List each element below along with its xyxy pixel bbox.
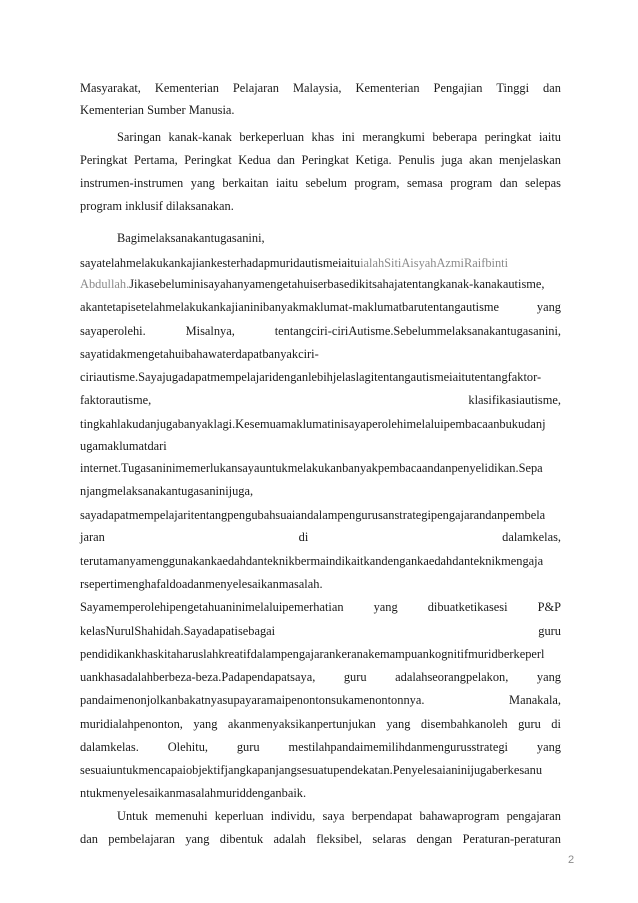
word: selaras (372, 832, 407, 846)
word: sebelum (305, 176, 347, 190)
text-line (80, 152, 561, 168)
word: kelasNurulShahidah.Sayadapatisebagai (80, 624, 276, 638)
text-line (80, 529, 561, 545)
text-line (80, 80, 561, 96)
text-line (80, 623, 561, 639)
word: dalamkelas, (502, 530, 561, 544)
word: Kementerian (355, 81, 420, 95)
text-line (80, 460, 561, 476)
word: Malaysia, (293, 81, 342, 95)
word: berpendapat (351, 809, 413, 823)
line-text: Jikasebeluminisayahanyamengetahuiserbasedikitsahajatentangkanak-kanakautisme, (129, 277, 545, 291)
word: Saringan (117, 130, 162, 144)
word: pembelajaran (108, 832, 175, 846)
word: yang (536, 740, 561, 754)
word: di (551, 717, 561, 731)
word: iaitu (538, 130, 561, 144)
word: Pertama, (134, 153, 178, 167)
word: uankhasadalahberbeza-beza.Padapendapatsaya, (80, 670, 316, 684)
word: Pengajian (433, 81, 483, 95)
word: Peringkat (301, 153, 350, 167)
word: menjelaskan (498, 153, 561, 167)
line-text: internet.Tugasaninimemerlukansayauntukmelakukanbanyakpembacaandanpenyelidikan.Sepa (80, 461, 543, 475)
word: Tinggi (496, 81, 530, 95)
text-line (80, 369, 561, 385)
word: Kementerian (154, 81, 219, 95)
word: Sayamemperolehipengetahuaninimelaluipemerhatian (80, 600, 344, 614)
word: yang (373, 600, 398, 614)
word: saya (322, 809, 345, 823)
word: adalahseorangpelakon, (395, 670, 509, 684)
word: yang (185, 832, 210, 846)
text-line (80, 483, 561, 499)
word: Ketiga. (355, 153, 392, 167)
word: dan (80, 832, 98, 846)
word: Peraturan-peraturan (462, 832, 561, 846)
word: tentangciri-ciriAutisme.Sebelummelaksanakantugasanini, (274, 324, 561, 338)
text-line (80, 669, 561, 685)
line-text: program inklusif dilaksanakan. (80, 199, 234, 213)
word: instrumen-instrumen (80, 176, 184, 190)
word: khas (311, 130, 335, 144)
word: yang (536, 300, 561, 314)
line-text: Abdullah. (80, 277, 130, 291)
word: dan (499, 176, 518, 190)
text-line (80, 507, 561, 523)
line-text: Kementerian Sumber Manusia. (80, 103, 235, 117)
word: iaitu (276, 176, 299, 190)
line-text: pendidikankhaskitaharuslahkreatifdalampengajarankeranakemampuankognitifmuridberkeperl (80, 647, 545, 661)
line-text: ialahSitiAisyahAzmiRaifbinti (360, 256, 509, 270)
line-text: ciriautisme.Sayajugadapatmempelajaridenganlebihjelaslagitentangautismeiaitutentangfaktor- (80, 370, 542, 384)
word: beberapa (432, 130, 478, 144)
text-line (80, 599, 561, 615)
text-line (80, 346, 561, 362)
word: disembahkanoleh (420, 717, 508, 731)
word: jaran (80, 530, 105, 544)
line-text: njangmelaksanakantugasaninijuga, (80, 484, 254, 498)
line-text: tingkahlakudanjugabanyaklagi.Kesemuamaklumatinisayaperolehimelaluipembacaanbukudanj (80, 417, 546, 431)
word: akanmenyaksikanpertunjukan (227, 717, 376, 731)
text-line (80, 276, 561, 292)
word: juga (441, 153, 463, 167)
line-text: ntukmenyelesaikanmasalahmuriddenganbaik. (80, 786, 307, 800)
word: semasa (406, 176, 443, 190)
word: Untuk (117, 809, 148, 823)
line-text: terutamanyamenggunakankaedahdanteknikbermaindikaitkandengankaedahdanteknikmengaja (80, 554, 544, 568)
word: adalah (273, 832, 306, 846)
word: Misalnya, (185, 324, 235, 338)
text-line (80, 323, 561, 339)
word: yang (386, 717, 411, 731)
word: program, (354, 176, 400, 190)
word: Olehitu, (167, 740, 208, 754)
word: klasifikasiautisme, (468, 393, 561, 407)
word: sayaperolehi. (80, 324, 146, 338)
word: dibuatketikasesi (427, 600, 508, 614)
text-line (80, 808, 561, 824)
word: Penulis (398, 153, 435, 167)
text-line (80, 255, 561, 271)
word: ini (341, 130, 355, 144)
word: dengan (416, 832, 453, 846)
word: faktorautisme, (80, 393, 152, 407)
word: yang (193, 717, 218, 731)
text-line (80, 831, 561, 847)
line-text: ugamaklumatdari (80, 439, 167, 453)
word: dan (543, 81, 561, 95)
word: guru (343, 670, 367, 684)
text-line (80, 553, 561, 569)
word: bahawaprogram (419, 809, 500, 823)
text-line (80, 129, 561, 145)
word: individu, (270, 809, 316, 823)
word: selepas (525, 176, 561, 190)
line-text: sayatidakmengetahuibahawaterdapatbanyakciri- (80, 347, 319, 361)
text-line (80, 739, 561, 755)
text-line (80, 198, 561, 214)
word: P&P (537, 600, 561, 614)
line-text: rsepertimenghafaldoadanmenyelesaikanmasalah. (80, 577, 323, 591)
word: muridialahpenonton, (80, 717, 183, 731)
word: Kedua (238, 153, 271, 167)
line-text: sesuaiuntukmencapaiobjektifjangkapanjangsesuatupendekatan.Penyelesaianinijugaberkesanu (80, 763, 543, 777)
word: guru (236, 740, 260, 754)
text-line (80, 416, 561, 432)
word: pandaimenonjolkanbakatnyasupayaramaipenontonsukamenontonnya. (80, 693, 425, 707)
word: dan (277, 153, 295, 167)
word: akan (469, 153, 493, 167)
word: keperluan (214, 809, 264, 823)
word: guru (538, 624, 561, 638)
text-line (80, 299, 561, 315)
word: pengajaran (506, 809, 561, 823)
text-line (80, 716, 561, 732)
word: dalamkelas. (80, 740, 139, 754)
word: program (450, 176, 493, 190)
word: di (298, 530, 309, 544)
line-text: sayatelahmelakukankajiankesterhadapmuridautismeiaitu (80, 256, 361, 270)
text-line (80, 692, 561, 708)
text-line (80, 576, 561, 592)
word: merangkumi (362, 130, 425, 144)
word: memenuhi (155, 809, 208, 823)
word: peringkat (484, 130, 532, 144)
word: mestilahpandaimemilihdanmengurusstrategi (288, 740, 508, 754)
word: Peringkat (80, 153, 128, 167)
text-line (80, 646, 561, 662)
word: berkaitan (222, 176, 269, 190)
word: Manakala, (509, 693, 561, 707)
word: Pelajaran (232, 81, 280, 95)
word: Peringkat (184, 153, 232, 167)
text-line (80, 785, 561, 801)
word: fleksibel, (316, 832, 362, 846)
line-text: sayadapatmempelajaritentangpengubahsuaiandalampengurusanstrategipengajarandanpembela (80, 508, 546, 522)
word: Masyarakat, (80, 81, 141, 95)
word: yang (536, 670, 561, 684)
word: guru (518, 717, 541, 731)
word: kanak-kanak (168, 130, 232, 144)
text-line (80, 438, 561, 454)
text-line (80, 175, 561, 191)
text-line (80, 392, 561, 408)
word: yang (190, 176, 215, 190)
text-line (80, 762, 561, 778)
word: berkeperluan (239, 130, 305, 144)
text-line (80, 230, 561, 246)
word: akantetapisetelahmelakukankajianinibanyakmaklumat-maklumatbarutentangautisme (80, 300, 500, 314)
text-line (80, 102, 561, 118)
line-text: Bagimelaksanakantugasanini, (117, 231, 265, 245)
page-number: 2 (568, 854, 575, 866)
word: dibentuk (219, 832, 264, 846)
